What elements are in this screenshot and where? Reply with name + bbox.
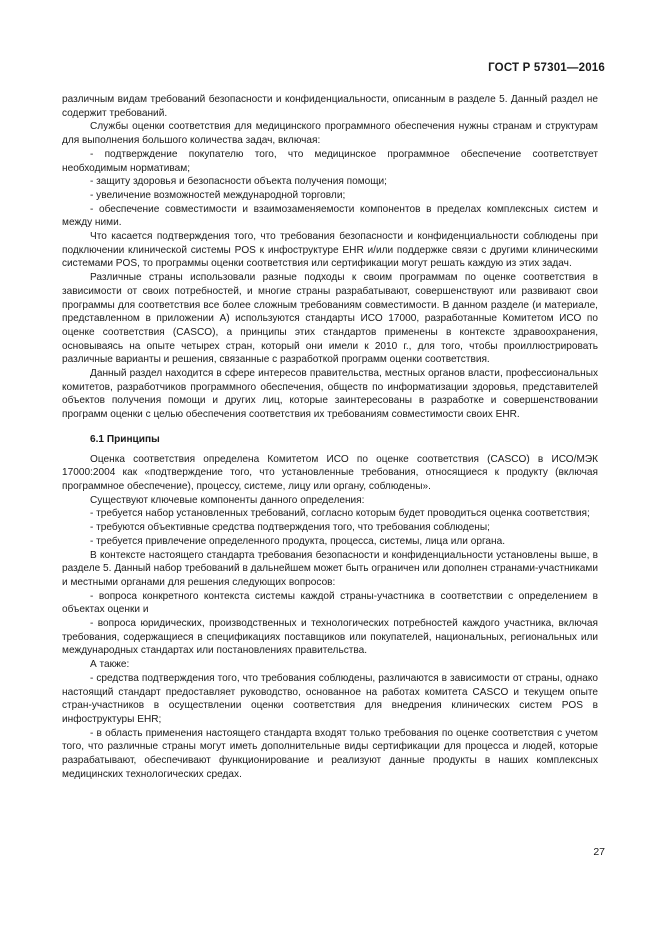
paragraph: - требуется набор установленных требований, согласно которым будет проводиться оценка соответствия; (90, 508, 590, 520)
paragraph: Что касается подтверждения того, что требования безопасности и конфиденциальности соблюдены при подключении клинической системы POS к инфоструктуре EHR и/или поддержке связи с другими клиническими системами POS, то программы оценки соответствия или сертификации могут решать каждую из этих задач. (62, 231, 598, 270)
paragraph: - вопроса конкретного контекста системы каждой страны-участника в соответствии с определением в объектах оценки и (62, 590, 598, 616)
paragraph: Службы оценки соответствия для медицинского программного обеспечения нужны странам и структурам для выполнения большого количества задач, включая: (62, 121, 598, 147)
paragraph: В контексте настоящего стандарта требования безопасности и конфиденциальности установлены выше, в разделе 5. Данный набор требований в дальнейшем может быть ограничен или дополнен странами-участниками и местными органами для решения следующих вопросов: (62, 549, 598, 588)
paragraph: - вопроса юридических, производственных и технологических потребностей каждого участника, включая требования, содержащиеся в спецификациях поставщиков или покупателей, национальных, региональных или международных стандартах или постановлениях правительства. (62, 618, 598, 657)
paragraph: - подтверждение покупателю того, что медицинское программное обеспечение соответствует необходимым нормативам; (62, 148, 598, 174)
page-number: 27 (593, 846, 605, 858)
document-standard-id: ГОСТ Р 57301—2016 (488, 62, 605, 74)
section-heading: 6.1 Принципы (90, 433, 160, 445)
document-body (62, 93, 598, 781)
paragraph: Различные страны использовали разные подходы к своим программам по оценке соответствия в зависимости от своих потребностей, и многие страны разрабатывают, совершенствуют или развивают свои программы для соответствия все более сложным требованиям совместимости. В данном разделе (и материале, представленном в приложении А) используются стандарты ИСО 17000, разработанные Комитетом ИСО по оценке соответствия (CASCO), а принципы этих стандартов применены в контексте здравоохранения, основываясь на опыте четырех стран, который они имели к 2010 г., для того, чтобы проиллюстрировать различные варианты и решения, связанные с разработкой программ оценки соответствия. (62, 272, 598, 366)
paragraph: - требуется привлечение определенного продукта, процесса, системы, лица или органа. (90, 535, 506, 547)
paragraph: - увеличение возможностей международной торговли; (90, 189, 346, 201)
paragraph: - в область применения настоящего стандарта входят только требования по оценке соответствия с учетом того, что различные страны могут иметь дополнительные виды сертификации для процесса и людей, которые разрабатывают, обеспечивают функционирование и реализуют данные продукты в наших комплексных медицинских технологических средах. (62, 727, 598, 780)
paragraph: - защиту здоровья и безопасности объекта получения помощи; (90, 176, 387, 188)
paragraph: - средства подтверждения того, что требования соблюдены, различаются в зависимости от страны, однако настоящий стандарт предоставляет руководство, основанное на работах комитета CASCO и текущем опыте стран-участников в осуществлении оценки соответствия для внедрения клинических систем POS в инфоструктуры EHR; (62, 672, 598, 725)
paragraph: различным видам требований безопасности и конфиденциальности, описанным в разделе 5. Данный раздел не содержит требований. (62, 94, 598, 119)
paragraph: - обеспечение совместимости и взаимозаменяемости компонентов в пределах комплексных систем и между ними. (62, 203, 598, 229)
paragraph: - требуются объективные средства подтверждения того, что требования соблюдены; (90, 522, 490, 534)
paragraph: Существуют ключевые компоненты данного определения: (90, 494, 365, 506)
paragraph: Данный раздел находится в сфере интересов правительства, местных органов власти, профессиональных комитетов, разработчиков программного обеспечения, обществ по информатизации здоровья, представителей объектов получения помощи и других лиц, которые заинтересованы в разработке и совершенствовании программ оценки с целью обеспечения соответствия их требованиям совместимости своих EHR. (62, 368, 598, 421)
paragraph: А также: (90, 659, 130, 671)
paragraph: Оценка соответствия определена Комитетом ИСО по оценке соответствия (CASCO) в ИСО/МЭК 17000:2004 как «подтверждение того, что установленные требования, относящиеся к продукту (включая программное обеспечение), процессу, системе, лицу или органу, соблюдены». (62, 453, 598, 492)
